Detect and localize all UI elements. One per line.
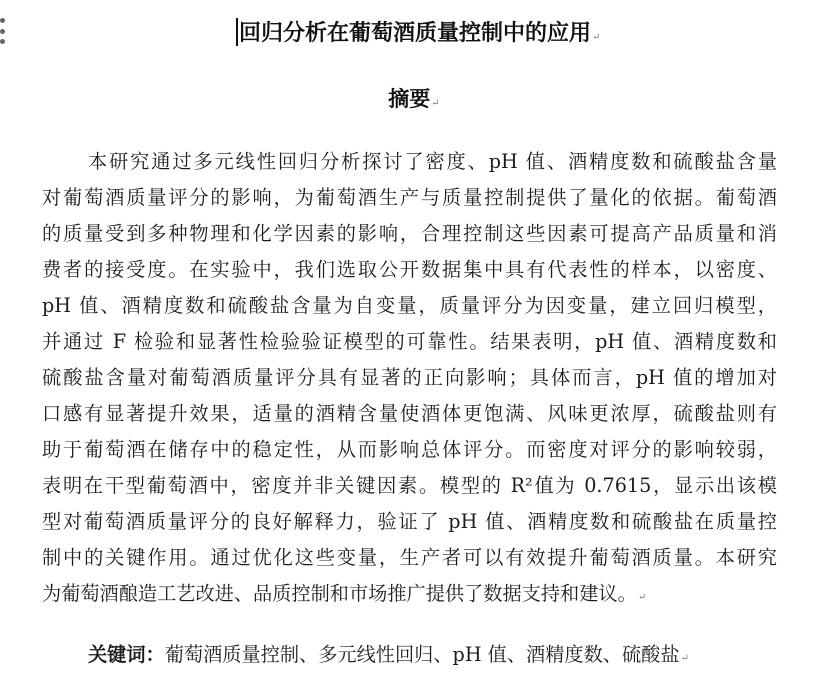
abstract-line-last (42, 576, 777, 612)
keywords-line[interactable] (88, 640, 689, 674)
abstract-line: pH 值、酒精度数和硫酸盐含量为自变量，质量评分为因变量，建立回归模型， (42, 294, 777, 317)
paragraph-mark-icon: ↵ (680, 653, 689, 664)
abstract-body[interactable] (42, 144, 777, 612)
abstract-line-text: 为葡萄酒酿造工艺改进、品质控制和市场推广提供了数据支持和建议。 (42, 582, 637, 605)
abstract-line: 表明在干型葡萄酒中，密度并非关键因素。模型的 R²值为 0.7615，显示出该模 (42, 474, 777, 497)
abstract-line: 并通过 F 检验和显著性检验验证模型的可靠性。结果表明，pH 值、酒精度数和 (42, 330, 777, 353)
abstract-heading (0, 84, 828, 119)
drag-handle-icon[interactable] (0, 18, 6, 44)
abstract-line: 费者的接受度。在实验中，我们选取公开数据集中具有代表性的样本，以密度、 (42, 258, 777, 281)
abstract-line: 本研究通过多元线性回归分析探讨了密度、pH 值、酒精度数和硫酸盐含量 (88, 150, 777, 173)
dot (0, 39, 5, 44)
dot (0, 29, 5, 34)
title-text: 回归分析在葡萄酒质量控制中的应用 (239, 20, 592, 46)
abstract-heading-text: 摘要 (388, 86, 431, 111)
abstract-line: 助于葡萄酒在储存中的稳定性，从而影响总体评分。而密度对评分的影响较弱， (42, 438, 777, 461)
paragraph-mark-icon: ↵ (592, 32, 601, 43)
document-title[interactable] (236, 16, 600, 50)
abstract-line: 型对葡萄酒质量评分的良好解释力，验证了 pH 值、酒精度数和硫酸盐在质量控 (42, 510, 777, 533)
abstract-line: 制中的关键作用。通过优化这些变量，生产者可以有效提升葡萄酒质量。本研究 (42, 546, 777, 569)
text-cursor (236, 18, 238, 46)
paragraph-mark-icon: ↵ (431, 98, 440, 109)
paragraph-mark-icon: ↵ (637, 592, 647, 603)
abstract-line: 口感有显著提升效果，适量的酒精含量使酒体更饱满、风味更浓厚，硫酸盐则有 (42, 402, 777, 425)
abstract-line: 对葡萄酒质量评分的影响，为葡萄酒生产与质量控制提供了量化的依据。葡萄酒 (42, 186, 777, 209)
abstract-line: 的质量受到多种物理和化学因素的影响，合理控制这些因素可提高产品质量和消 (42, 222, 777, 245)
keywords-label: 关键词： (88, 643, 165, 666)
dot (0, 18, 5, 23)
keywords-text: 葡萄酒质量控制、多元线性回归、pH 值、酒精度数、硫酸盐 (164, 643, 680, 666)
abstract-line: 硫酸盐含量对葡萄酒质量评分具有显著的正向影响；具体而言，pH 值的增加对 (42, 366, 777, 389)
